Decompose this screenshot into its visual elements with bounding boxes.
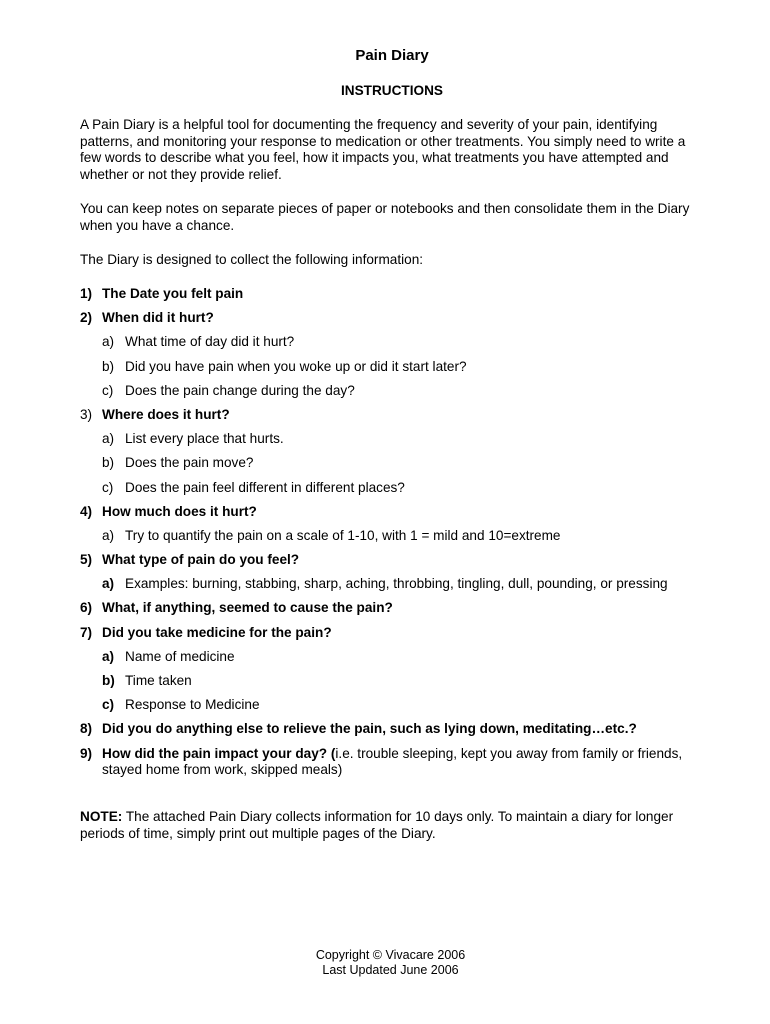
list-number: 9) [80,745,93,761]
list-text: Time taken [125,673,192,688]
list-text: Response to Medicine [125,697,260,713]
list-item [80,746,710,788]
list-letter: b) [102,455,115,471]
instructions-heading: INSTRUCTIONS [341,83,443,98]
list-letter: c) [102,382,114,398]
list-text: What, if anything, seemed to cause the pain? [102,600,393,616]
list-subitem [80,649,710,673]
list-number: 4) [80,503,93,519]
list-number: 6) [80,600,93,616]
list-text: List every place that hurts. [125,431,284,447]
last-updated-text: Last Updated June 2006 [322,963,459,977]
list-item [80,407,710,431]
note-label: NOTE: [80,809,123,824]
copyright-text: Copyright © Vivacare 2006 [315,948,466,962]
list-number: 7) [80,624,93,640]
list-text: How much does it hurt? [102,503,257,519]
list-subitem [80,697,710,721]
list-number: 5) [80,552,93,568]
info-paragraph: The Diary is designed to collect the following information: [80,252,424,267]
list-item [80,600,710,624]
list-text: Try to quantify the pain on a scale of 1-10, with 1 = mild and 10=extreme [125,527,561,543]
intro-paragraph: A Pain Diary is a helpful tool for documenting the frequency and severity of your pain, identifying patterns, and monitoring your response to medication or other treatments. You simply need to write a few words to describe what you feel, how it impacts you, what treatments you have attempted and whether or not they provide relief. [80,117,686,182]
list-letter: b) [102,358,115,374]
list-text-rest: i.e. trouble sleeping, kept you away from family or friends, stayed home from work, skipped meals) [102,745,683,778]
notes-paragraph: You can keep notes on separate pieces of paper or notebooks and then consolidate them in the Diary when you have a chance. [80,201,690,233]
page-title: Pain Diary [355,47,429,64]
list-subitem [80,359,710,383]
list-text: What type of pain do you feel? [102,552,300,568]
list-letter: a) [102,527,115,543]
list-subitem [80,455,710,479]
list-subitem [80,576,710,600]
list-item [80,310,710,334]
list-letter: a) [102,431,115,447]
list-text: Did you have pain when you woke up or did it start later? [125,358,467,374]
list-text: When did it hurt? [102,310,214,326]
list-letter: a) [102,576,115,592]
list-subitem [80,528,710,552]
list-text: Does the pain change during the day? [125,382,355,398]
list-item [80,721,710,745]
list-subitem [80,383,710,407]
list-text: Name of medicine [125,648,235,664]
list-subitem [80,673,710,697]
list-subitem [80,431,710,455]
list-text: Examples: burning, stabbing, sharp, aching, throbbing, tingling, dull, pounding, or pressing [125,576,668,592]
list-number: 8) [80,721,93,737]
list-item [80,625,710,649]
list-number: 1) [80,286,93,301]
list-text: What time of day did it hurt? [125,334,295,350]
list-text: Does the pain feel different in different places? [125,479,405,495]
list-text: Where does it hurt? [102,406,230,422]
list-item [80,504,710,528]
list-text: Did you take medicine for the pain? [102,624,332,640]
list-number: 3) [80,406,93,422]
list-item [80,286,710,310]
list-subitem [80,334,710,358]
note-text: The attached Pain Diary collects information for 10 days only. To maintain a diary for longer periods of time, simply print out multiple pages of the Diary. [80,809,674,841]
info-list [80,286,710,788]
list-text: The Date you felt pain [102,286,244,301]
list-letter: c) [102,479,114,495]
list-text: Does the pain move? [125,455,254,471]
list-letter: a) [102,334,115,350]
note-paragraph [80,809,710,842]
list-text-bold: How did the pain impact your day? ( [102,745,336,761]
list-letter: b) [102,673,115,688]
list-number: 2) [80,310,93,326]
list-letter: a) [102,648,115,664]
list-letter: c) [102,697,115,713]
list-subitem [80,480,710,504]
list-item [80,552,710,576]
list-text: Did you do anything else to relieve the pain, such as lying down, meditating…etc.? [102,721,637,737]
list-text [102,746,712,779]
